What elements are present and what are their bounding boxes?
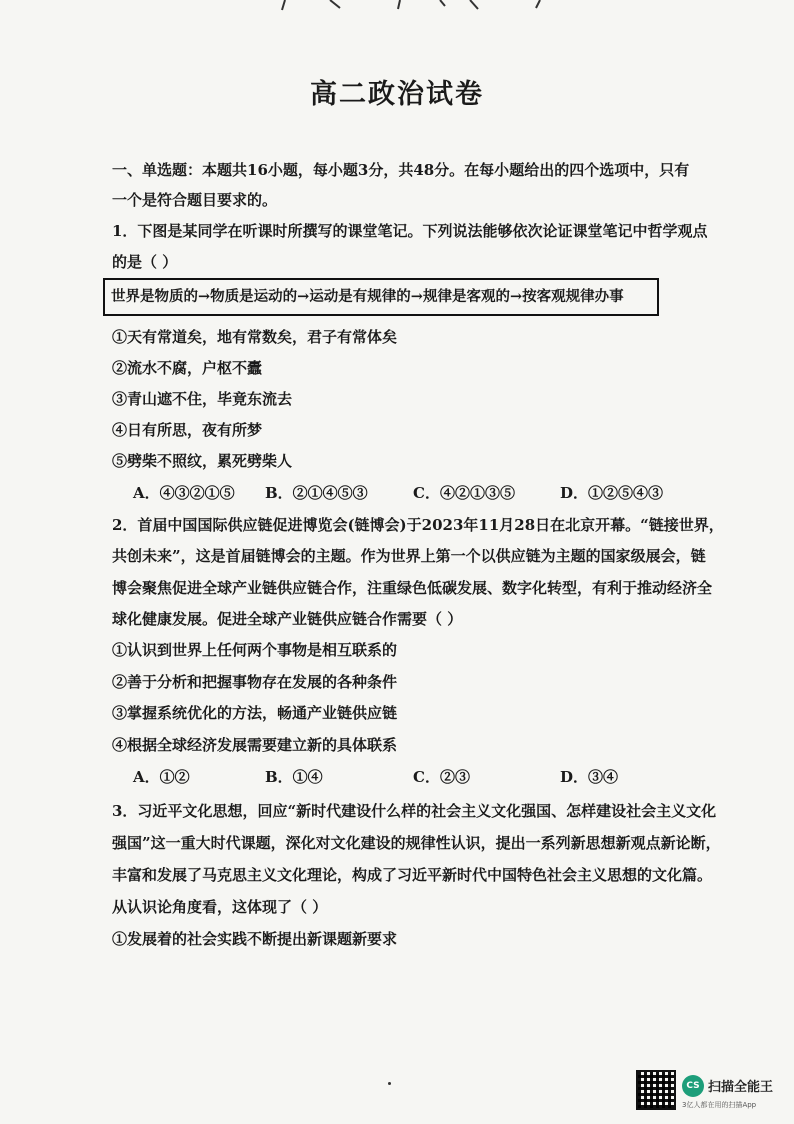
q2-stem-line-2: 共创未来”，这是首届链博会的主题。作为世界上第一个以供应链为主题的国家级展会，链 — [112, 547, 706, 565]
q1-option-5: ⑤劈柴不照纹，累死劈柴人 — [112, 452, 293, 470]
q2-stem-line-3: 博会聚焦促进全球产业链供应链合作，注重绿色低碳发展、数字化转型，有利于推动经济全 — [112, 579, 713, 597]
page-title: 高二政治试卷 — [310, 79, 484, 110]
section-instruction-line-2: 一个是符合题目要求的。 — [112, 191, 278, 209]
q2-option-4: ④根据全球经济发展需要建立新的具体联系 — [112, 736, 398, 754]
q2-choice-c[interactable]: C．②③ — [413, 768, 470, 786]
q1-choice-c[interactable]: C．④②①③⑤ — [413, 484, 515, 502]
scanner-watermark — [636, 1070, 786, 1114]
q1-choice-d[interactable]: D．①②⑤④③ — [560, 484, 664, 502]
section-instruction-line-1: 一、单选题：本题共16小题，每小题3分，共48分。在每小题给出的四个选项中，只有 — [112, 161, 690, 179]
q3-stem-line-3: 丰富和发展了马克思主义文化理论，构成了习近平新时代中国特色社会主义思想的文化篇。 — [112, 866, 713, 884]
q1-class-note: 世界是物质的→物质是运动的→运动是有规律的→规律是客观的→按客观规律办事 — [103, 278, 659, 316]
q3-stem-line-1: 3．习近平文化思想，回应“新时代建设什么样的社会主义文化强国、怎样建设社会主义文化 — [112, 802, 717, 820]
q3-stem-line-4: 从认识论角度看，这体现了（ ） — [112, 898, 328, 916]
q3-option-1: ①发展着的社会实践不断提出新课题新要求 — [112, 930, 398, 948]
q1-option-1: ①天有常道矣，地有常数矣，君子有常体矣 — [112, 328, 398, 346]
q2-stem-line-1: 2．首届中国国际供应链促进博览会(链博会)于2023年11月28日在北京开幕。“链接世界， — [112, 516, 724, 534]
q2-option-1: ①认识到世界上任何两个事物是相互联系的 — [112, 641, 398, 659]
q1-option-4: ④日有所思，夜有所梦 — [112, 421, 263, 439]
q1-choice-b[interactable]: B．②①④⑤③ — [265, 484, 368, 502]
scan-speck — [388, 1082, 391, 1085]
q2-stem-line-4: 球化健康发展。促进全球产业链供应链合作需要（ ） — [112, 610, 463, 628]
q2-choice-d[interactable]: D．③④ — [560, 768, 619, 786]
scanner-app-tagline: 3亿人都在用的扫描App — [682, 1101, 757, 1109]
top-scan-marks — [0, 0, 794, 12]
q2-option-3: ③掌握系统优化的方法，畅通产业链供应链 — [112, 704, 398, 722]
q3-stem-line-2: 强国”这一重大时代课题，深化对文化建设的规律性认识，提出一系列新思想新观点新论断， — [112, 834, 721, 852]
q1-option-3: ③青山遮不住，毕竟东流去 — [112, 390, 293, 408]
q1-stem-line-2: 的是（ ） — [112, 253, 178, 271]
scanner-app-name: 扫描全能王 — [708, 1080, 774, 1095]
q1-stem-line-1: 1．下图是某同学在听课时所撰写的课堂笔记。下列说法能够依次论证课堂笔记中哲学观点 — [112, 222, 708, 240]
q1-choice-a[interactable]: A．④③②①⑤ — [133, 484, 235, 502]
qr-code-icon — [636, 1070, 676, 1110]
q2-option-2: ②善于分析和把握事物存在发展的各种条件 — [112, 673, 398, 691]
q2-choice-b[interactable]: B．①④ — [265, 768, 323, 786]
q2-choice-a[interactable]: A．①② — [133, 768, 190, 786]
q1-option-2: ②流水不腐，户枢不蠹 — [112, 359, 263, 377]
camscanner-logo-icon: CS — [682, 1075, 704, 1097]
